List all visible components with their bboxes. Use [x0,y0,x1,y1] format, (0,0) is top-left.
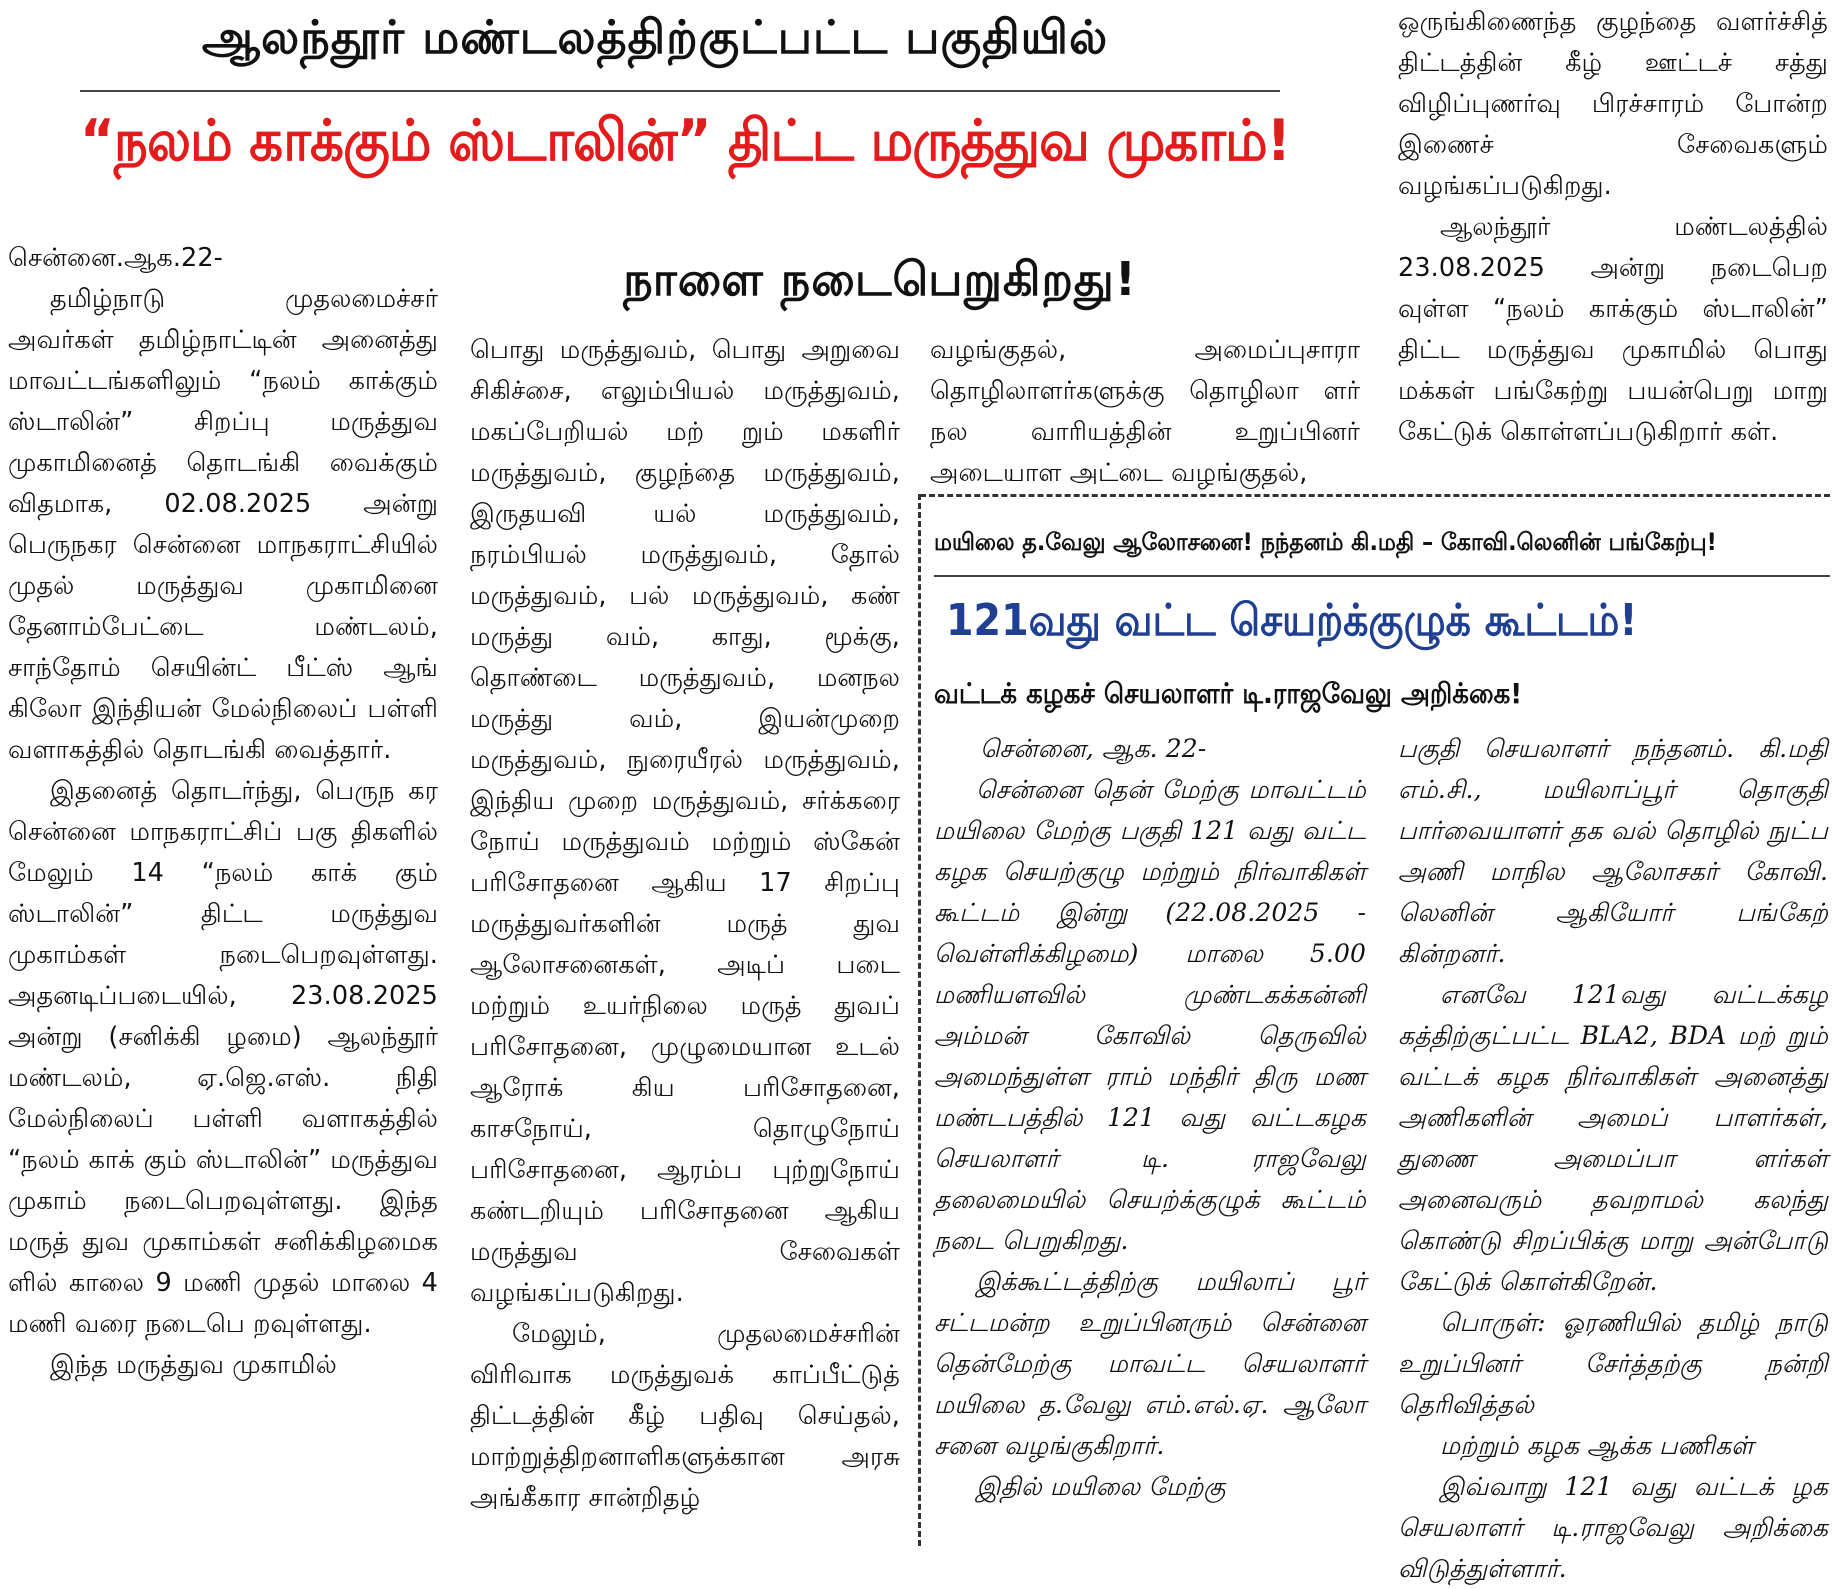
paragraph: ஆலந்தூர் மண்டலத்தில் 23.08.2025 அன்று நடைபெற வுள்ள “நலம் காக்கும் ஸ்டாலின்” திட்ட மருத்துவ முகாமில் பொது மக்கள் பங்கேற்று பயன்பெறு மாறு கேட்டுக் கொள்ளப்படுகிறார் கள். [1398,212,1828,447]
paragraph: இதில் மயிலை மேற்கு [976,1472,1226,1501]
supra-headline: ஆலந்தூர் மண்டலத்திற்குட்பட்ட பகுதியில் [201,10,1109,64]
paragraph: இவ்வாறு 121 வது வட்டக் ழக செயலாளர் டி.ராஜவேலு அறிக்கை விடுத்துள்ளார். [1398,1472,1828,1583]
article1-column-2 [470,330,900,1519]
sub-headline: நாளை நடைபெறுகிறது! [623,252,1137,306]
article2-headline: 121வது வட்ட செயற்க்குழுக் கூட்டம்! [946,595,1638,646]
paragraph: தமிழ்நாடு முதலமைச்சர் அவர்கள் தமிழ்நாட்டின் அனைத்து மாவட்டங்களிலும் “நலம் காக்கும் ஸ்டாலின்” சிறப்பு மருத்துவ முகாமினைத் தொடங்கி வைக்கும் விதமாக, 02.08.2025 அன்று பெருநகர சென்னை மாநகராட்சியில் முதல் மருத்துவ முகாமினை தேனாம்பேட்டை மண்டலம், சாந்தோம் செயின்ட் பீட்ஸ் ஆங் கிலோ இந்தியன் மேல்நிலைப் பள்ளி வளாகத்தில் தொடங்கி வைத்தார். [8,284,438,765]
article2-subheadline: வட்டக் கழகச் செயலாளர் டி.ராஜவேலு அறிக்கை! [934,677,1523,710]
article2-column-2 [1398,728,1828,1589]
article2-column-1 [934,728,1366,1507]
paragraph: வழங்குதல், அமைப்புசாரா தொழிலாளர்களுக்கு தொழிலா ளர் நல வாரியத்தின் உறுப்பினர் அடையாள அட்டை வழங்குதல், [930,335,1360,488]
kicker-rule [934,575,1830,577]
article1-column-1 [8,238,438,1386]
paragraph: மற்றும் கழக ஆக்க பணிகள் [1440,1431,1754,1460]
paragraph: பொருள்: ஓரணியில் தமிழ் நாடு உறுப்பினர் சேர்த்தற்கு நன்றி தெரிவித்தல் [1398,1308,1828,1419]
box-top-border [920,494,1830,497]
dateline: சென்னை, ஆக. 22- [980,734,1207,763]
paragraph: மேலும், முதலமைச்சரின் விரிவாக மருத்துவக் காப்பீட்டுத் திட்டத்தின் கீழ் பதிவு செய்தல், மாற்றுத்திறனாளிகளுக்கான அரசு அங்கீகார சான்றிதழ் [470,1319,900,1513]
paragraph: இதனைத் தொடர்ந்து, பெருந கர சென்னை மாநகராட்சிப் பகு திகளில் மேலும் 14 “நலம் காக் கும் ஸ்டாலின்” திட்ட மருத்துவ முகாம்கள் நடைபெறவுள்ளது. அதனடிப்படையில், 23.08.2025 அன்று (சனிக்கி ழமை) ஆலந்தூர் மண்டலம், ஏ.ஜெ.எஸ். நிதி மேல்நிலைப் பள்ளி வளாகத்தில் “நலம் காக் கும் ஸ்டாலின்” மருத்துவ முகாம் நடைபெறவுள்ளது. இந்த மருத் துவ முகாம்கள் சனிக்கிழமைக ளில் காலை 9 மணி முதல் மாலை 4 மணி வரை நடைபெ றவுள்ளது. [8,776,438,1339]
article1-column-3 [930,330,1360,494]
box-left-border [918,494,921,1546]
paragraph: சென்னை தென் மேற்கு மாவட்டம் மயிலை மேற்கு பகுதி 121 வது வட்ட கழக செயற்குழு மற்றும் நிர்வாகிகள் கூட்டம் இன்று (22.08.2025 - வெள்ளிக்கிழமை) மாலை 5.00 மணியளவில் முண்டகக்கன்னி அம்மன் கோவில் தெருவில் அமைந்துள்ள ராம் மந்திர் திரு மண மண்டபத்தில் 121 வது வட்டகழக செயலாளர் டி. ராஜவேலு தலைமையில் செயற்க்குழுக் கூட்டம் நடை பெறுகிறது. [934,775,1366,1255]
main-headline: “நலம் காக்கும் ஸ்டாலின்” திட்ட மருத்துவ முகாம்! [79,108,1291,174]
paragraph: இக்கூட்டத்திற்கு மயிலாப் பூர் சட்டமன்ற உறுப்பினரும் சென்னை தென்மேற்கு மாவட்ட செயலாளர் மயிலை த.வேலு எம்.எல்.ஏ. ஆலோ சனை வழங்குகிறார். [934,1267,1366,1460]
paragraph: இந்த மருத்துவ முகாமில் [50,1350,337,1380]
paragraph: ஒருங்கிணைந்த குழந்தை வளர்ச்சித் திட்டத்தின் கீழ் ஊட்டச் சத்து விழிப்புணர்வு பிரச்சாரம் போன்ற இணைச் சேவைகளும் வழங்கப்படுகிறது. [1398,7,1828,201]
paragraph: பொது மருத்துவம், பொது அறுவை சிகிச்சை, எலும்பியல் மருத்துவம், மகப்பேறியல் மற் றும் மகளிர் மருத்துவம், குழந்தை மருத்துவம், இருதயவி யல் மருத்துவம், நரம்பியல் மருத்துவம், தோல் மருத்துவம், பல் மருத்துவம், கண் மருத்து வம், காது, மூக்கு, தொண்டை மருத்துவம், மனநல மருத்து வம், இயன்முறை மருத்துவம், நுரையீரல் மருத்துவம், இந்திய முறை மருத்துவம், சர்க்கரை நோய் மருத்துவம் மற்றும் ஸ்கேன் பரிசோதனை ஆகிய 17 சிறப்பு மருத்துவர்களின் மருத் துவ ஆலோசனைகள், அடிப் படை மற்றும் உயர்நிலை மருத் துவப் பரிசோதனை, முழுமையான உடல் ஆரோக் கிய பரிசோதனை, காசநோய், தொழுநோய் பரிசோதனை, ஆரம்ப புற்றுநோய் கண்டறியும் பரிசோதனை ஆகிய மருத்துவ சேவைகள் வழங்கப்படுகிறது. [470,335,900,1308]
paragraph: எனவே 121வது வட்டக்கழ கத்திற்குட்பட்ட BLA2, BDA மற் றும் வட்டக் கழக நிர்வாகிகள் அனைத்து அணிகளின் அமைப் பாளர்கள், துணை அமைப்பா ளர்கள் அனைவரும் தவறாமல் கலந்து கொண்டு சிறப்பிக்கு மாறு அன்போடு கேட்டுக் கொள்கிறேன். [1398,980,1828,1296]
article2-kicker: மயிலை த.வேலு ஆலோசனை! நந்தனம் கி.மதி – கோவி.லெனின் பங்கேற்பு! [934,528,1717,556]
dateline: சென்னை.ஆக.22- [8,243,223,273]
paragraph: பகுதி செயலாளர் நந்தனம். கி.மதி எம்.சி., மயிலாப்பூர் தொகுதி பார்வையாளர் தக வல் தொழில் நுட்ப அணி மாநில ஆலோசகர் கோவி. லெனின் ஆகியோர் பங்கேற் கின்றனர். [1398,734,1828,968]
article1-column-4 [1398,2,1828,453]
headline-rule [80,90,1280,92]
